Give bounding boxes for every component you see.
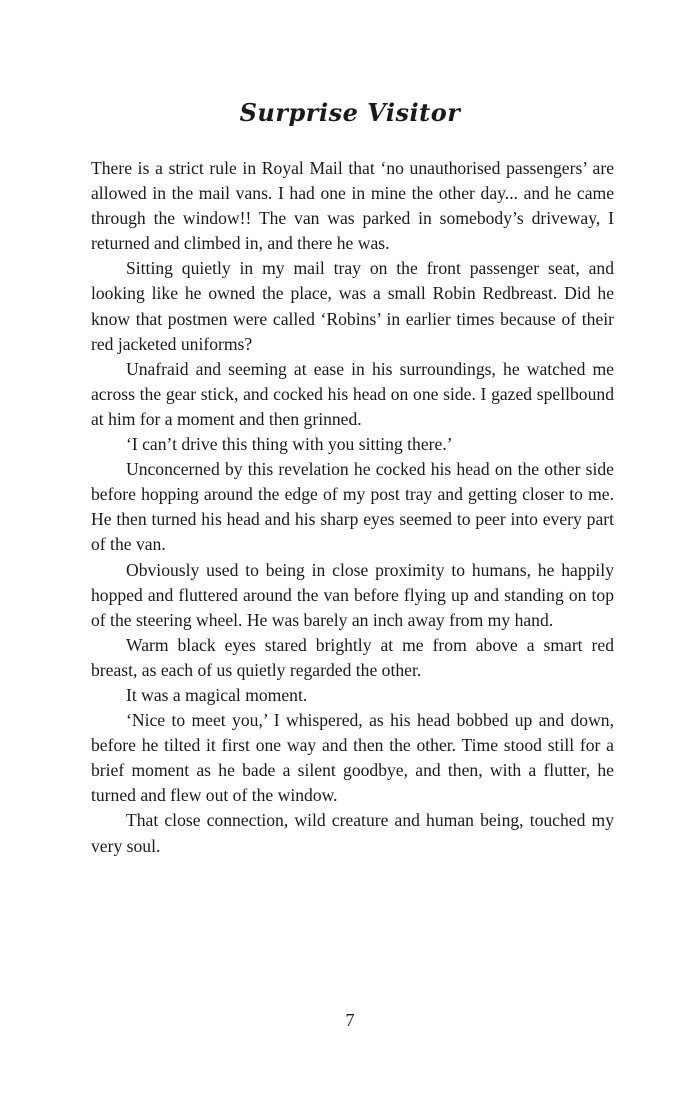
- paragraph: Warm black eyes stared brightly at me from above a smart red breast, as each of us quietly regarded the other.: [91, 634, 614, 680]
- chapter-title: Surprise Visitor: [239, 98, 461, 127]
- paragraph: That close connection, wild creature and human being, touched my very soul.: [91, 810, 614, 856]
- chapter-body: [91, 156, 614, 859]
- paragraph: ‘Nice to meet you,’ I whispered, as his head bobbed up and down, before he tilted it first one way and then the other. Time stood still for a brief moment as he bade a silent goodbye, and then, with a flutter, he turned and flew out of the window.: [91, 710, 614, 806]
- paragraph: ‘I can’t drive this thing with you sitting there.’: [126, 434, 453, 455]
- paragraph: Unafraid and seeming at ease in his surroundings, he watched me across the gear stick, and cocked his head on one side. I gazed spellbound at him for a moment and then grinned.: [91, 358, 614, 429]
- paragraph: There is a strict rule in Royal Mail that ‘no unauthorised passengers’ are allowed in the mail vans. I had one in mine the other day... and he came through the window!! The van was parked in somebody’s driveway, I returned and climbed in, and there he was.: [91, 158, 614, 254]
- page-number: 7: [345, 1010, 355, 1030]
- paragraph: Obviously used to being in close proximity to humans, he happily hopped and fluttered around the van before flying up and standing on top of the steering wheel. He was barely an inch away from my hand.: [91, 559, 614, 630]
- paragraph: Sitting quietly in my mail tray on the front passenger seat, and looking like he owned the place, was a small Robin Redbreast. Did he know that postmen were called ‘Robins’ in earlier times because of their red jacketed uniforms?: [91, 258, 614, 354]
- paragraph: It was a magical moment.: [126, 684, 308, 705]
- paragraph: Unconcerned by this revelation he cocked his head on the other side before hopping around the edge of my post tray and getting closer to me. He then turned his head and his sharp eyes seemed to peer into every part of the van.: [91, 459, 614, 555]
